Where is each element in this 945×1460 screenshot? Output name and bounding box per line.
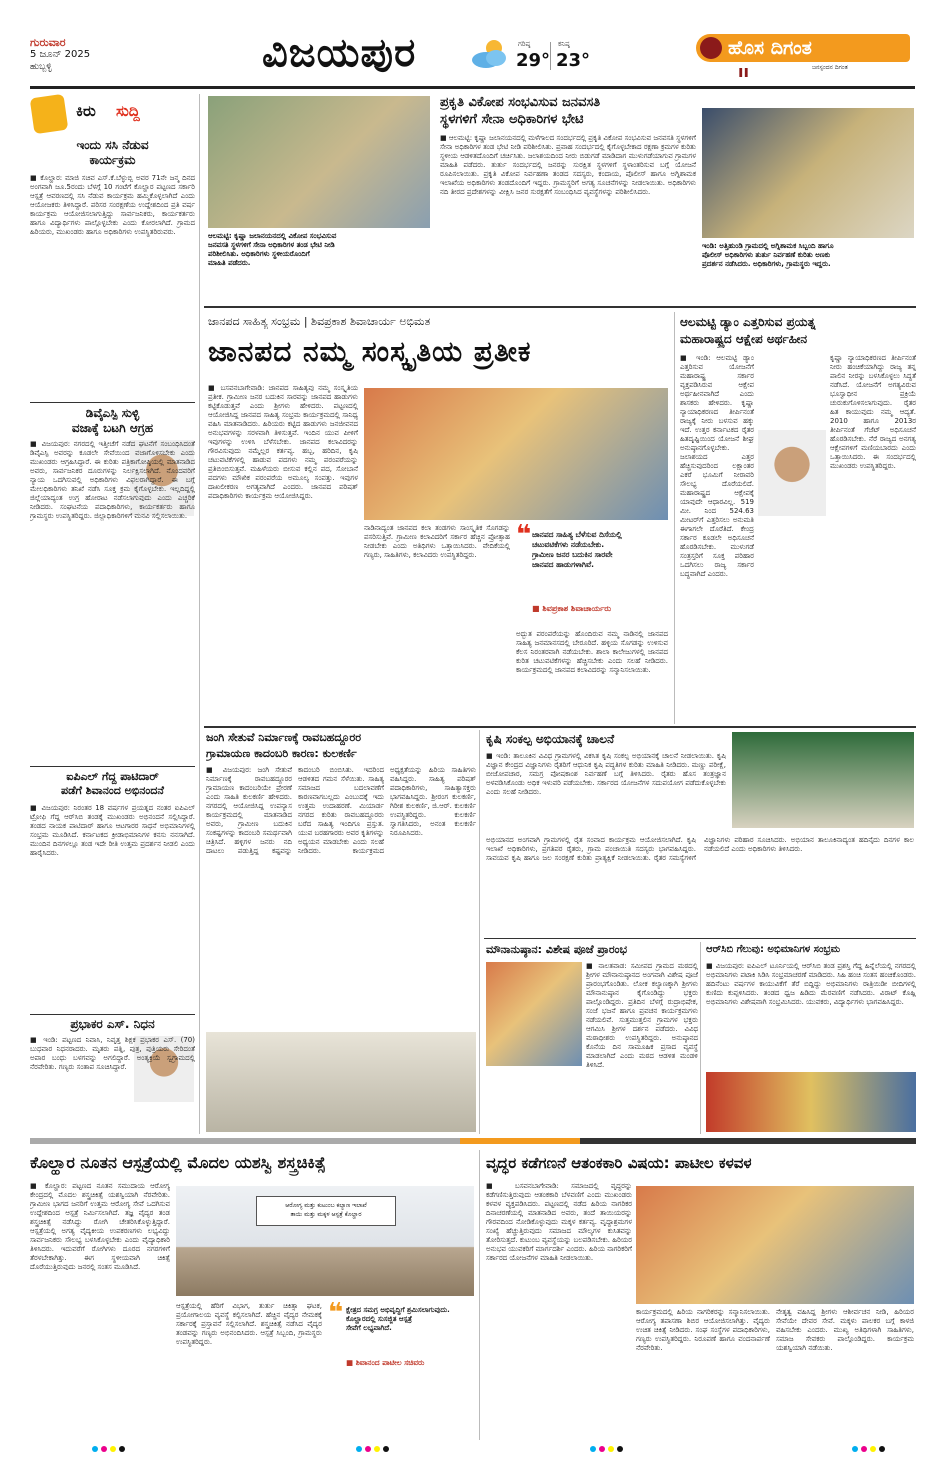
masthead-date: 5 ಜೂನ್ 2025: [30, 49, 91, 60]
min-temp: 23°: [556, 50, 591, 71]
janapada-headline: ಜಾನಪದ ನಮ್ಮ ಸಂಸ್ಕೃತಿಯ ಪ್ರತೀಕ: [208, 335, 532, 368]
army-caption-right: ಇಂಡಿ: ಅತ್ತಿಹುಂಡಿ ಗ್ರಾಮದಲ್ಲಿ ಅಗ್ನಿಶಾಮಕ ಸಿಬ್ಬಂದಿ ಹಾಗೂ ಪೊಲೀಸ್ ಅಧಿಕಾರಿಗಳು ತುರ್ತು ನಿರ್ವಹಣೆ ಕುರಿತು ಅಣಕು ಪ್ರದರ್ಶನ ನಡೆಸಿದರು. ಅಧಿಕಾರಿಗಳು, ಗ್ರಾಮಸ್ಥರು ಇದ್ದರು.: [702, 242, 834, 268]
brief-2-body: ■ ವಿಜಯಪುರ: ನಗರದಲ್ಲಿ ಇತ್ತೀಚೆಗೆ ನಡೆದ ಘಟನೆಗೆ ಸಂಬಂಧಿಸಿದಂತೆ ಡಿವೈಎಸ್ಪಿ ಅವರನ್ನು ಕೂಡಲೇ ಸೇವೆಯಿಂದ ವಜಾಗೊಳಿಸಬೇಕು ಎಂದು ಮುಖಂಡರು ಆಗ್ರಹಿಸಿದ್ದಾರೆ. ಈ ಕುರಿತು ಪತ್ರಿಕಾಗೋಷ್ಠಿಯಲ್ಲಿ ಮಾತನಾಡಿದ ಅವರು, ಸಾರ್ವಜನಿಕರ ದೂರುಗಳನ್ನು ನಿರ್ಲಕ್ಷಿಸಲಾಗಿದೆ. ನೊಂದವರಿಗೆ ನ್ಯಾಯ ಒದಗಿಸುವಲ್ಲಿ ಅಧಿಕಾರಿಗಳು ವಿಫಲರಾಗಿದ್ದಾರೆ. ಈ ಬಗ್ಗೆ ಮೇಲಧಿಕಾರಿಗಳು ತನಿಖೆ ನಡೆಸಿ ಸೂಕ್ತ ಕ್ರಮ ಕೈಗೊಳ್ಳಬೇಕು. ಇಲ್ಲದಿದ್ದಲ್ಲಿ ಜಿಲ್ಲೆಯಾದ್ಯಂತ ಉಗ್ರ ಹೋರಾಟ ನಡೆಸಲಾಗುವುದು ಎಂದು ಎಚ್ಚರಿಕೆ ನೀಡಿದರು. ಸಂಘಟನೆಯ ಪದಾಧಿಕಾರಿಗಳು, ಕಾರ್ಯಕರ್ತರು ಹಾಗೂ ಗ್ರಾಮಸ್ಥರು ಉಪಸ್ಥಿತರಿದ್ದರು. ಜಿಲ್ಲಾಧಿಕಾರಿಗಳಿಗೆ ಮನವಿ ಸಲ್ಲಿಸಲಾಯಿತು.: [30, 440, 195, 520]
army-caption-left: ಆಲಮಟ್ಟಿ: ಕೃಷ್ಣಾ ಜಲಾನಯನದಲ್ಲಿ ವಿಕೋಪ ಸಂಭವಿಸುವ ಜನವಸತಿ ಸ್ಥಳಗಳಿಗೆ ಸೇನಾ ಅಧಿಕಾರಿಗಳ ತಂಡ ಭೇಟಿ ನೀಡಿ ಪರಿಶೀಲಿಸಿತು. ಅಧಿಕಾರಿಗಳು ಸ್ಥಳೀಯರೊಂದಿಗೆ ಮಾಹಿತಿ ಪಡೆದರು.: [208, 232, 337, 267]
janapada-quote-box: [516, 520, 668, 636]
brand-tagline: ಜನಸ್ಪಂದನ ದಿಗಂತ: [812, 64, 848, 71]
masthead-title: ವಿಜಯಪುರ: [262, 30, 417, 76]
printer-dots-mid2: [590, 1446, 623, 1452]
almatti-headline: ಆಲಮಟ್ಟಿ ಡ್ಯಾಂ ಎತ್ತರಿಸುವ ಪ್ರಯತ್ನ ಮಹಾರಾಷ್ಟ್ರದ ಆಕ್ಷೇಪ ಅರ್ಥಹೀನ: [680, 315, 816, 346]
quote-mark-icon: ❝: [516, 520, 532, 550]
brief-4-title: ಪ್ರಭಾಕರ ಎಸ್. ನಿಧನ: [70, 1017, 155, 1031]
masthead-rule: [30, 86, 915, 89]
jangi-body: ■ ವಿಜಯಪುರ: ಜಂಗಿ ಸೇತುವೆ ನಿರ್ಮಾಣಕ್ಕೆ ರಾವಬಹದ್ದೂರರ ಗ್ರಾಮಾಯಣ ಕಾದಂಬರಿಯೇ ಪ್ರೇರಣೆ ಎಂದು ಸಾಹಿತಿ ಕುಲಕರ್ಣಿ ಹೇಳಿದರು. ನಗರದಲ್ಲಿ ಆಯೋಜಿಸಿದ್ದ ಉಪನ್ಯಾಸ ಕಾರ್ಯಕ್ರಮದಲ್ಲಿ ಮಾತನಾಡಿದ ಅವರು, ಗ್ರಾಮೀಣ ಬದುಕಿನ ಸಂಕಷ್ಟಗಳನ್ನು ಕಾದಂಬರಿ ಸಮರ್ಥವಾಗಿ ಚಿತ್ರಿಸಿದೆ. ಹಳ್ಳಿಗಳ ಜನರು ನದಿ ದಾಟಲು ಪಡುತ್ತಿದ್ದ ಕಷ್ಟವನ್ನು ಕಾದಂಬರಿ ಬಿಂಬಿಸಿತು. ಇದರಿಂದ ಆಡಳಿತದ ಗಮನ ಸೆಳೆಯಿತು. ಸಾಹಿತ್ಯ ಸಮಾಜದ ಬದಲಾವಣೆಗೆ ಕಾರಣವಾಗಬಲ್ಲದು ಎಂಬುದಕ್ಕೆ ಇದು ಉತ್ತಮ ಉದಾಹರಣೆ. ಮಿಯಾರ್ಡ ನಗರದ ಕುರಿತು ರಾವಬಹದ್ದೂರರು ಬರೆದ ಸಾಹಿತ್ಯ ಇಂದಿಗೂ ಪ್ರಸ್ತುತ. ಯುವ ಬರಹಗಾರರು ಅವರ ಕೃತಿಗಳನ್ನು ಅಧ್ಯಯನ ಮಾಡಬೇಕು ಎಂದು ಸಲಹೆ ನೀಡಿದರು. ಕಾರ್ಯಕ್ರಮದ ಅಧ್ಯಕ್ಷತೆಯನ್ನು ಹಿರಿಯ ಸಾಹಿತಿಗಳು ವಹಿಸಿದ್ದರು. ಸಾಹಿತ್ಯ ಪರಿಷತ್ ಪದಾಧಿಕಾರಿಗಳು, ಸಾಹಿತ್ಯಾಸಕ್ತರು ಭಾಗವಹಿಸಿದ್ದರು. ಶ್ರೀರಂಗ ಕುಲಕರ್ಣಿ, ಗಿರೀಶ ಕುಲಕರ್ಣಿ, ಜಿ.ಆರ್. ಕುಲಕರ್ಣಿ ಉಪಸ್ಥಿತರಿದ್ದರು. ಕುಲಕರ್ಣಿ ಸ್ವಾಗತಿಸಿದರು, ಅನಂತ ಕುಲಕರ್ಣಿ ನಿರೂಪಿಸಿದರು.: [206, 766, 476, 855]
vruddhara-headline: ವೃದ್ಧರ ಕಡೆಗಣನೆ ಆತಂಕಕಾರಿ ವಿಷಯ: ಪಾಟೀಲ ಕಳವಳ: [486, 1154, 752, 1172]
almatti-story: [678, 312, 916, 724]
max-temp-label: ಗರಿಷ್ಠ: [518, 40, 531, 48]
section-bar-grey: [30, 1138, 460, 1144]
kolhar-quote-author: ■ ಶಿವಾನಂದ ಪಾಟೀಲ ಸಚಿವರು: [346, 1358, 425, 1367]
brief-divider-2: [30, 766, 195, 767]
section-bar: [30, 1138, 916, 1144]
printer-dots-left: [92, 1446, 125, 1452]
vruddhara-body-c: ನೇತೃತ್ವ ವಹಿಸಿದ್ದ ಶ್ರೀಗಳು ಆಶೀರ್ವಚನ ನೀಡಿ, ಹಿರಿಯರ ಸೇವೆಯೇ ದೇವರ ಸೇವೆ. ಮಕ್ಕಳು ಪಾಲಕರ ಬಗ್ಗೆ ಕಾಳಜಿ ವಹಿಸಬೇಕು ಎಂದರು. ಮುಖ್ಯ ಅತಿಥಿಗಳಾಗಿ ಸಾಹಿತಿಗಳು, ಸಮಾಜ ಸೇವಕರು ಪಾಲ್ಗೊಂಡಿದ್ದರು. ಕಾರ್ಯಕ್ರಮ ಯಶಸ್ವಿಯಾಗಿ ನಡೆಯಿತು.: [776, 1308, 914, 1352]
cloud-sun-icon: [468, 36, 512, 72]
masthead-date-block: [30, 36, 170, 73]
hand-icon: [30, 94, 69, 134]
rule-under-army: [204, 306, 916, 308]
quote-mark-icon: ❝: [328, 1298, 344, 1328]
printer-dots-right: [852, 1446, 885, 1452]
janapada-quote-author: ■ ಶಿವಪ್ರಕಾಶ ಶಿವಾಚಾರ್ಯರು: [532, 604, 612, 613]
masthead-city: ಹುಬ್ಬಳ್ಳಿ: [30, 62, 52, 72]
almatti-body-a: ■ ಇಂಡಿ: ಆಲಮಟ್ಟಿ ಡ್ಯಾಂ ಎತ್ತರಿಸುವ ಯೋಜನೆಗೆ ಮಹಾರಾಷ್ಟ್ರ ಸರ್ಕಾರ ವ್ಯಕ್ತಪಡಿಸಿರುವ ಆಕ್ಷೇಪ ಅರ್ಥಹೀನವಾಗಿದೆ ಎಂದು ಶಾಸಕರು ಹೇಳಿದರು. ಕೃಷ್ಣಾ ನ್ಯಾಯಾಧಿಕರಣದ ತೀರ್ಪಿನಂತೆ ರಾಜ್ಯಕ್ಕೆ ನೀರು ಬಳಸುವ ಹಕ್ಕು ಇದೆ. ಉತ್ತರ ಕರ್ನಾಟಕದ ರೈತರ ಹಿತದೃಷ್ಟಿಯಿಂದ ಯೋಜನೆ ಶೀಘ್ರ ಅನುಷ್ಠಾನಗೊಳ್ಳಬೇಕು. ಜಲಾಶಯದ ಎತ್ತರ ಹೆಚ್ಚಿಸುವುದರಿಂದ ಲಕ್ಷಾಂತರ ಎಕರೆ ಭೂಮಿಗೆ ನೀರಾವರಿ ಸೌಲಭ್ಯ ದೊರೆಯಲಿದೆ. ಮಹಾರಾಷ್ಟ್ರದ ಆಕ್ಷೇಪಕ್ಕೆ ಯಾವುದೇ ಆಧಾರವಿಲ್ಲ. 519 ಮೀ. ನಿಂದ 524.63 ಮೀಟರ್‌ಗೆ ಎತ್ತರಿಸಲು ಅನುಮತಿ ಈಗಾಗಲೇ ದೊರೆತಿದೆ. ಕೇಂದ್ರ ಸರ್ಕಾರ ಕೂಡಲೇ ಅಧಿಸೂಚನೆ ಹೊರಡಿಸಬೇಕು. ಮುಳುಗಡೆ ಸಂತ್ರಸ್ತರಿಗೆ ಸೂಕ್ತ ಪರಿಹಾರ ಒದಗಿಸಲು ರಾಜ್ಯ ಸರ್ಕಾರ ಬದ್ಧವಾಗಿದೆ ಎಂದರು.: [680, 354, 754, 578]
almatti-portrait: [758, 430, 826, 516]
col-divider-janapada: [674, 312, 675, 724]
vruddhara-body-a: ■ ಬಸವನಬಾಗೇವಾಡಿ: ಸಮಾಜದಲ್ಲಿ ವೃದ್ಧರನ್ನು ಕಡೆಗಣಿಸುತ್ತಿರುವುದು ಆತಂಕಕಾರಿ ಬೆಳವಣಿಗೆ ಎಂದು ಮುಖಂಡರು ಕಳವಳ ವ್ಯಕ್ತಪಡಿಸಿದರು. ಪಟ್ಟಣದಲ್ಲಿ ನಡೆದ ಹಿರಿಯ ನಾಗರಿಕರ ದಿನಾಚರಣೆಯಲ್ಲಿ ಮಾತನಾಡಿದ ಅವರು, ತಂದೆ ತಾಯಿಯರನ್ನು ಗೌರವದಿಂದ ನೋಡಿಕೊಳ್ಳುವುದು ಮಕ್ಕಳ ಕರ್ತವ್ಯ. ವೃದ್ಧಾಶ್ರಮಗಳ ಸಂಖ್ಯೆ ಹೆಚ್ಚುತ್ತಿರುವುದು ಸಮಾಜದ ಮೌಲ್ಯಗಳ ಕುಸಿತವನ್ನು ತೋರಿಸುತ್ತದೆ. ಕುಟುಂಬ ವ್ಯವಸ್ಥೆಯನ್ನು ಬಲಪಡಿಸಬೇಕು. ಹಿರಿಯರ ಅನುಭವ ಯುವಕರಿಗೆ ಮಾರ್ಗದರ್ಶಿ ಎಂದರು. ಹಿರಿಯ ನಾಗರಿಕರಿಗೆ ಸರ್ಕಾರದ ಯೋಜನೆಗಳ ಮಾಹಿತಿ ನೀಡಲಾಯಿತು.: [486, 1182, 632, 1262]
brief-divider-3: [30, 1014, 195, 1015]
janapada-body-b: ನಾಡಿನಾದ್ಯಂತ ಜಾನಪದ ಕಲಾ ತಂಡಗಳು ಸಾಂಸ್ಕೃತಿಕ ಸೊಗಡನ್ನು ಪಸರಿಸುತ್ತಿವೆ. ಗ್ರಾಮೀಣ ಕಲಾವಿದರಿಗೆ ಸರ್ಕಾರ ಹೆಚ್ಚಿನ ಪ್ರೋತ್ಸಾಹ ನೀಡಬೇಕು ಎಂದು ಅತಿಥಿಗಳು ಒತ್ತಾಯಿಸಿದರು. ವೇದಿಕೆಯಲ್ಲಿ ಗಣ್ಯರು, ಸಾಹಿತಿಗಳು, ಕಲಾವಿದರು ಉಪಸ್ಥಿತರಿದ್ದರು.: [364, 524, 510, 559]
krushi-body-a: ■ ಇಂಡಿ: ತಾಲೂಕಿನ ವಿವಿಧ ಗ್ರಾಮಗಳಲ್ಲಿ ವಿಕಸಿತ ಕೃಷಿ ಸಂಕಲ್ಪ ಅಭಿಯಾನಕ್ಕೆ ಚಾಲನೆ ನೀಡಲಾಯಿತು. ಕೃಷಿ ವಿಜ್ಞಾನ ಕೇಂದ್ರದ ವಿಜ್ಞಾನಿಗಳು ರೈತರಿಗೆ ಆಧುನಿಕ ಕೃಷಿ ಪದ್ಧತಿಗಳ ಕುರಿತು ಮಾಹಿತಿ ನೀಡಿದರು. ಮಣ್ಣು ಪರೀಕ್ಷೆ, ಬೀಜೋಪಚಾರ, ಸಮಗ್ರ ಪೋಷಕಾಂಶ ನಿರ್ವಹಣೆ ಬಗ್ಗೆ ತಿಳಿಸಿದರು. ರೈತರು ಹೊಸ ತಂತ್ರಜ್ಞಾನ ಅಳವಡಿಸಿಕೊಂಡು ಅಧಿಕ ಇಳುವರಿ ಪಡೆಯಬೇಕು. ಸರ್ಕಾರದ ಯೋಜನೆಗಳ ಸದುಪಯೋಗ ಪಡೆದುಕೊಳ್ಳಬೇಕು ಎಂದು ಸಲಹೆ ನೀಡಿದರು.: [486, 752, 726, 796]
temp-divider: [550, 42, 551, 70]
kolhar-photo: [176, 1186, 474, 1296]
krushi-body-b: ಅಭಿಯಾನದ ಅಂಗವಾಗಿ ಗ್ರಾಮಗಳಲ್ಲಿ ರೈತ ಸಂವಾದ ಕಾರ್ಯಕ್ರಮ ಆಯೋಜಿಸಲಾಗಿದೆ. ಕೃಷಿ ಇಲಾಖೆ ಅಧಿಕಾರಿಗಳು, ಪ್ರಗತಿಪರ ರೈತರು, ಗ್ರಾಮ ಪಂಚಾಯಿತಿ ಸದಸ್ಯರು ಭಾಗವಹಿಸಿದ್ದರು. ಸಾವಯವ ಕೃಷಿ ಹಾಗೂ ಜಲ ಸಂರಕ್ಷಣೆ ಕುರಿತು ಪ್ರಾತ್ಯಕ್ಷಿಕೆ ನೀಡಲಾಯಿತು. ರೈತರ ಸಮಸ್ಯೆಗಳಿಗೆ ವಿಜ್ಞಾನಿಗಳು ಪರಿಹಾರ ಸೂಚಿಸಿದರು. ಅಭಿಯಾನ ತಾಲೂಕಿನಾದ್ಯಂತ ಹದಿನೈದು ದಿನಗಳ ಕಾಲ ನಡೆಯಲಿದೆ ಎಂದು ಅಧಿಕಾರಿಗಳು ತಿಳಿಸಿದರು.: [486, 836, 914, 862]
almatti-body-b: ಕೃಷ್ಣಾ ನ್ಯಾಯಾಧಿಕರಣದ ತೀರ್ಪಿನಂತೆ ನೀರು ಹಂಚಿಕೆಯಾಗಿದ್ದು ರಾಜ್ಯ ತನ್ನ ಪಾಲಿನ ನೀರನ್ನು ಬಳಸಿಕೊಳ್ಳಲು ಸಿದ್ಧತೆ ನಡೆಸಿದೆ. ಯೋಜನೆಗೆ ಅಗತ್ಯವಿರುವ ಭೂಸ್ವಾಧೀನ ಪ್ರಕ್ರಿಯೆ ಚುರುಕುಗೊಳಿಸಲಾಗುವುದು. ರೈತರ ಹಿತ ಕಾಯುವುದು ನಮ್ಮ ಆದ್ಯತೆ. 2010 ಹಾಗೂ 2013ರ ತೀರ್ಪಿನಂತೆ ಗೆಜೆಟ್ ಅಧಿಸೂಚನೆ ಹೊರಡಿಸಬೇಕು. ನೆರೆ ರಾಜ್ಯದ ಅನಗತ್ಯ ಆಕ್ಷೇಪಗಳಿಗೆ ಮಣಿಯಬಾರದು ಎಂದು ಒತ್ತಾಯಿಸಿದರು. ಈ ಸಂದರ್ಭದಲ್ಲಿ ಮುಖಂಡರು ಉಪಸ್ಥಿತರಿದ್ದರು.: [830, 354, 916, 470]
army-headline: ಪ್ರಕೃತಿ ವಿಕೋಪ ಸಂಭವಿಸುವ ಜನವಸತಿ ಸ್ಥಳಗಳಿಗೆ ಸೇನಾ ಅಧಿಕಾರಿಗಳ ಭೇಟಿ: [440, 95, 601, 127]
col-divider-left: [199, 94, 200, 1134]
rcb-headline: ಆರ್‌ಸಿಬಿ ಗೆಲುವು: ಅಭಿಮಾನಿಗಳ ಸಂಭ್ರಮ: [706, 944, 841, 955]
brief-3-body: ■ ವಿಜಯಪುರ: ನಿರಂತರ 18 ವರ್ಷಗಳ ಪ್ರಯತ್ನದ ನಂತರ ಐಪಿಎಲ್ ಟ್ರೋಫಿ ಗೆದ್ದ ಆರ್‌ಸಿಬಿ ತಂಡಕ್ಕೆ ಮುಖಂಡರು ಅಭಿನಂದನೆ ಸಲ್ಲಿಸಿದ್ದಾರೆ. ತಂಡದ ನಾಯಕ ಪಾಟಿದಾರ್ ಹಾಗೂ ಆಟಗಾರರ ಸಾಧನೆ ಅಭಿಮಾನಿಗಳಲ್ಲಿ ಸಂಭ್ರಮ ಮೂಡಿಸಿದೆ. ಕರ್ನಾಟಕದ ಕ್ರೀಡಾಭಿಮಾನಿಗಳ ಕನಸು ನನಸಾಗಿದೆ. ಮುಂದಿನ ದಿನಗಳಲ್ಲೂ ತಂಡ ಇದೇ ರೀತಿ ಉತ್ತಮ ಪ್ರದರ್ಶನ ನೀಡಲಿ ಎಂದು ಹಾರೈಸಿದರು.: [30, 804, 195, 857]
masthead-day: ಗುರುವಾರ: [30, 36, 66, 49]
brief-2-title: ಡಿವೈಎಸ್ಪಿ ಸುಳ್ಳಿ ವಜಾಕ್ಕೆ ಬಟಗಿ ಆಗ್ರಹ: [71, 406, 154, 435]
printer-dots-mid: [356, 1446, 389, 1452]
brand-emblem-icon: [700, 37, 722, 59]
kolhar-body-b: ಆಸ್ಪತ್ರೆಯಲ್ಲಿ ಹೆರಿಗೆ ವಿಭಾಗ, ತುರ್ತು ಚಿಕಿತ್ಸಾ ಘಟಕ, ಪ್ರಯೋಗಾಲಯ ವ್ಯವಸ್ಥೆ ಕಲ್ಪಿಸಲಾಗಿದೆ. ಹೆಚ್ಚಿನ ವೈದ್ಯರ ನೇಮಕಕ್ಕೆ ಸರ್ಕಾರಕ್ಕೆ ಪ್ರಸ್ತಾವನೆ ಸಲ್ಲಿಸಲಾಗಿದೆ. ಶಸ್ತ್ರಚಿಕಿತ್ಸೆ ನಡೆಸಿದ ವೈದ್ಯರ ತಂಡವನ್ನು ಗಣ್ಯರು ಅಭಿನಂದಿಸಿದರು. ಆಸ್ಪತ್ರೆ ಸಿಬ್ಬಂದಿ, ಗ್ರಾಮಸ್ಥರು ಉಪಸ್ಥಿತರಿದ್ದರು.: [176, 1302, 322, 1346]
kirusuddi-column: [30, 94, 197, 1134]
kirusuddi-tag: [32, 96, 182, 134]
brand-name: ಹೊಸ ದಿಗಂತ: [728, 37, 812, 59]
vruddhara-story: [484, 1150, 916, 1440]
rule-under-krushi: [484, 938, 916, 939]
janapada-photo: [364, 388, 668, 520]
section-bar-orange: [460, 1138, 580, 1144]
krushi-headline: ಕೃಷಿ ಸಂಕಲ್ಪ ಅಭಿಯಾನಕ್ಕೆ ಚಾಲನೆ: [486, 732, 615, 746]
kolhar-headline: ಕೊಲ್ಹಾರ ನೂತನ ಆಸ್ಪತ್ರೆಯಲ್ಲಿ ಮೊದಲ ಯಶಸ್ವಿ ಶಸ್ತ್ರಚಿಕಿತ್ಸೆ: [30, 1153, 326, 1172]
rcb-story: [704, 942, 916, 1134]
brief-divider-1: [30, 402, 195, 403]
brand-logo: [696, 34, 910, 62]
rcb-body: ■ ವಿಜಯಪುರ: ಐಪಿಎಲ್ ಟೂರ್ನಿಯಲ್ಲಿ ಆರ್‌ಸಿಬಿ ತಂಡ ಪ್ರಶಸ್ತಿ ಗೆದ್ದ ಹಿನ್ನೆಲೆಯಲ್ಲಿ ನಗರದಲ್ಲಿ ಅಭಿಮಾನಿಗಳು ಪಟಾಕಿ ಸಿಡಿಸಿ ಸಂಭ್ರಮಾಚರಣೆ ಮಾಡಿದರು. ಸಿಹಿ ಹಂಚಿ ಸಂತಸ ಹಂಚಿಕೊಂಡರು. ಹದಿನೆಂಟು ವರ್ಷಗಳ ಕಾಯುವಿಕೆಗೆ ತೆರೆ ಬಿದ್ದಿದ್ದು ಅಭಿಮಾನಿಗಳು ರಾತ್ರಿಯಿಡೀ ಬೀದಿಗಳಲ್ಲಿ ಕುಣಿದು ಕುಪ್ಪಳಿಸಿದರು. ತಂಡದ ಧ್ವಜ ಹಿಡಿದು ಮೆರವಣಿಗೆ ನಡೆಸಿದರು. ವಿರಾಟ್ ಕೊಹ್ಲಿ ಅಭಿಮಾನಿಗಳು ವಿಶೇಷವಾಗಿ ಸಂಭ್ರಮಿಸಿದರು. ಯುವಕರು, ವಿದ್ಯಾರ್ಥಿಗಳು ಭಾಗವಹಿಸಿದ್ದರು.: [706, 962, 916, 1006]
kolhar-quote: ಕ್ಷೇತ್ರದ ಸಮಗ್ರ ಅಭಿವೃದ್ಧಿಗೆ ಶ್ರಮಿಸಲಾಗುವುದು. ಕೊಲ್ಹಾರದಲ್ಲಿ ಸುಸಜ್ಜಿತ ಆಸ್ಪತ್ರೆ ಸೇವೆಗೆ ಲಭ್ಯವಾಗಿದೆ.: [346, 1306, 450, 1332]
army-body: ■ ಆಲಮಟ್ಟಿ: ಕೃಷ್ಣಾ ಜಲಾನಯನದಲ್ಲಿ ಮಳೆಗಾಲದ ಸಂದರ್ಭದಲ್ಲಿ ಪ್ರಕೃತಿ ವಿಕೋಪ ಸಂಭವಿಸುವ ಜನವಸತಿ ಸ್ಥಳಗಳಿಗೆ ಸೇನಾ ಅಧಿಕಾರಿಗಳ ತಂಡ ಭೇಟಿ ನೀಡಿ ಪರಿಶೀಲಿಸಿತು. ಪ್ರವಾಹ ಸಂದರ್ಭದಲ್ಲಿ ಕೈಗೊಳ್ಳಬೇಕಾದ ರಕ್ಷಣಾ ಕ್ರಮಗಳ ಕುರಿತು ಸ್ಥಳೀಯ ಆಡಳಿತದೊಂದಿಗೆ ಚರ್ಚಿಸಿತು. ಜಲಾಶಯದಿಂದ ನೀರು ಬಿಡುಗಡೆ ಮಾಡಿದಾಗ ಮುಳುಗಡೆಯಾಗುವ ಗ್ರಾಮಗಳ ಮಾಹಿತಿ ಪಡೆದರು. ತುರ್ತು ಸಂದರ್ಭದಲ್ಲಿ ಜನರನ್ನು ಸುರಕ್ಷಿತ ಸ್ಥಳಗಳಿಗೆ ಸ್ಥಳಾಂತರಿಸುವ ಬಗ್ಗೆ ಯೋಜನೆ ರೂಪಿಸಲಾಯಿತು. ಪ್ರಕೃತಿ ವಿಕೋಪ ನಿರ್ವಹಣಾ ತಂಡದ ಸದಸ್ಯರು, ಕಂದಾಯ, ಪೊಲೀಸ್ ಹಾಗೂ ಅಗ್ನಿಶಾಮಕ ಇಲಾಖೆಯ ಅಧಿಕಾರಿಗಳು ತಂಡದೊಂದಿಗೆ ಇದ್ದರು. ಗ್ರಾಮಸ್ಥರಿಗೆ ಅಗತ್ಯ ಸೂಚನೆಗಳನ್ನು ನೀಡಲಾಯಿತು. ಅಧಿಕಾರಿಗಳು ನದಿ ತೀರದ ಪ್ರದೇಶಗಳನ್ನು ವೀಕ್ಷಿಸಿ ಜನರ ಸುರಕ್ಷತೆಗೆ ಸಂಬಂಧಿಸಿದ ವ್ಯವಸ್ಥೆಗಳನ್ನು ಪರಿಶೀಲಿಸಿದರು.: [440, 134, 696, 196]
min-temp-label: ಕನಿಷ್ಠ: [558, 40, 570, 48]
army-photo-right: [702, 108, 914, 238]
janapada-body-c: ಅದ್ಭುತ ಪರಂಪರೆಯನ್ನು ಹೊಂದಿರುವ ನಮ್ಮ ನಾಡಿನಲ್ಲಿ ಜಾನಪದ ಸಾಹಿತ್ಯ ಜನಮಾನಸದಲ್ಲಿ ಬೇರೂರಿದೆ. ಹಳ್ಳಿಯ ಸೊಗಡನ್ನು ಉಳಿಸುವ ಕೆಲಸ ನಿರಂತರವಾಗಿ ನಡೆಯಬೇಕು. ಶಾಲಾ ಕಾಲೇಜುಗಳಲ್ಲಿ ಜಾನಪದ ಕುರಿತ ಚಟುವಟಿಕೆಗಳನ್ನು ಹೆಚ್ಚಿಸಬೇಕು ಎಂದು ಸಲಹೆ ನೀಡಿದರು. ಕಾರ್ಯಕ್ರಮದಲ್ಲಿ ಜಾನಪದ ಕಲಾವಿದರನ್ನು ಸನ್ಮಾನಿಸಲಾಯಿತು.: [516, 630, 668, 674]
brief-1-body: ■ ಕೊಲ್ಹಾರ: ಮಾಜಿ ಸಚಿವ ಎಸ್.ಕೆ.ಬೆಳ್ಳುಬ್ಬಿ ಅವರ 71ನೇ ಜನ್ಮ ದಿನದ ಅಂಗವಾಗಿ ಜೂ.5ರಂದು ಬೆಳಗ್ಗೆ 10 ಗಂಟೆಗೆ ಕೊಲ್ಹಾರ ಪಟ್ಟಣದ ಸರ್ಕಾರಿ ಆಸ್ಪತ್ರೆ ಆವರಣದಲ್ಲಿ ಸಸಿ ನೆಡುವ ಕಾರ್ಯಕ್ರಮ ಹಮ್ಮಿಕೊಳ್ಳಲಾಗಿದೆ ಎಂದು ಆಯೋಜಕರು ತಿಳಿಸಿದ್ದಾರೆ. ಪರಿಸರ ಸಂರಕ್ಷಣೆಯ ಉದ್ದೇಶದಿಂದ ಪ್ರತಿ ವರ್ಷ ಕಾರ್ಯಕ್ರಮ ಆಯೋಜಿಸಲಾಗುತ್ತಿದ್ದು ಸಾರ್ವಜನಿಕರು, ಕಾರ್ಯಕರ್ತರು ಹಾಗೂ ವಿದ್ಯಾರ್ಥಿಗಳು ಪಾಲ್ಗೊಳ್ಳಬೇಕು ಎಂದು ಕೋರಲಾಗಿದೆ. ಗ್ರಾಮದ ಹಿರಿಯರು, ಮುಖಂಡರು ಹಾಗೂ ಅಧಿಕಾರಿಗಳು ಉಪಸ್ಥಿತರಿರುವರು.: [30, 174, 195, 236]
janapada-body-a: ■ ಬಸವನಬಾಗೇವಾಡಿ: ಜಾನಪದ ಸಾಹಿತ್ಯವು ನಮ್ಮ ಸಂಸ್ಕೃತಿಯ ಪ್ರತೀಕ. ಗ್ರಾಮೀಣ ಜನರ ಬದುಕಿನ ಸಾರವನ್ನು ಜಾನಪದ ಹಾಡುಗಳು ಕಟ್ಟಿಕೊಡುತ್ತವೆ ಎಂದು ಶ್ರೀಗಳು ಹೇಳಿದರು. ಪಟ್ಟಣದಲ್ಲಿ ಆಯೋಜಿಸಿದ್ದ ಜಾನಪದ ಸಾಹಿತ್ಯ ಸಂಭ್ರಮ ಕಾರ್ಯಕ್ರಮದಲ್ಲಿ ಸಾನಿಧ್ಯ ವಹಿಸಿ ಮಾತನಾಡಿದರು. ಹಿರಿಯರು ಕಟ್ಟಿದ ಹಾಡುಗಳು ಜನಜೀವನದ ಅನುಭವಗಳನ್ನು ಸರಳವಾಗಿ ತಿಳಿಸುತ್ತವೆ. ಇಂದಿನ ಯುವ ಪೀಳಿಗೆ ಇವುಗಳನ್ನು ಉಳಿಸಿ ಬೆಳೆಸಬೇಕು. ಜಾನಪದ ಕಲಾವಿದರನ್ನು ಗೌರವಿಸುವುದು ನಮ್ಮೆಲ್ಲರ ಕರ್ತವ್ಯ. ಹಬ್ಬ, ಹರಿದಿನ, ಕೃಷಿ ಚಟುವಟಿಕೆಗಳಲ್ಲಿ ಹಾಡುವ ಪದಗಳು ನಮ್ಮ ಪರಂಪರೆಯನ್ನು ಪ್ರತಿಬಿಂಬಿಸುತ್ತವೆ. ಮಹಿಳೆಯರು ಬೀಸುವ ಕಲ್ಲಿನ ಪದ, ಸೋಬಾನೆ ಪದಗಳು ಮೌಖಿಕ ಪರಂಪರೆಯ ಅಮೂಲ್ಯ ಸಂಪತ್ತು. ಇವುಗಳ ದಾಖಲೀಕರಣ ಅಗತ್ಯವಾಗಿದೆ ಎಂದರು. ಜಾನಪದ ಪರಿಷತ್ ಪದಾಧಿಕಾರಿಗಳು ಕಾರ್ಯಕ್ರಮ ಆಯೋಜಿಸಿದ್ದರು.: [208, 384, 358, 500]
col-divider-bottom: [479, 1150, 480, 1440]
army-photo-left: [208, 96, 430, 228]
krushi-story: [484, 730, 916, 936]
col-divider-mouna: [700, 942, 701, 1134]
army-story: [204, 94, 916, 304]
masthead: [0, 0, 945, 88]
mouna-headline: ಮೌನಾನುಷ್ಠಾನ: ವಿಶೇಷ ಪೂಜೆ ಪ್ರಾರಂಭ: [486, 943, 628, 956]
brief-1-title: ಇಂದು ಸಸಿ ನೆಡುವ ಕಾರ್ಯಕ್ರಮ: [76, 138, 149, 167]
mouna-body: ■ ನಾಲತವಾಡ: ಸಮೀಪದ ಗ್ರಾಮದ ಮಠದಲ್ಲಿ ಶ್ರೀಗಳ ಮೌನಾನುಷ್ಠಾನದ ಅಂಗವಾಗಿ ವಿಶೇಷ ಪೂಜೆ ಪ್ರಾರಂಭಗೊಂಡಿತು. ಲೋಕ ಕಲ್ಯಾಣಕ್ಕಾಗಿ ಶ್ರೀಗಳು ಮೌನಾನುಷ್ಠಾನ ಕೈಗೊಂಡಿದ್ದು ಭಕ್ತರು ಪಾಲ್ಗೊಂಡಿದ್ದರು. ಪ್ರತಿದಿನ ಬೆಳಗ್ಗೆ ರುದ್ರಾಭಿಷೇಕ, ಸಂಜೆ ಭಜನೆ ಹಾಗೂ ಪ್ರವಚನ ಕಾರ್ಯಕ್ರಮಗಳು ನಡೆಯಲಿವೆ. ಸುತ್ತಮುತ್ತಲಿನ ಗ್ರಾಮಗಳ ಭಕ್ತರು ಆಗಮಿಸಿ ಶ್ರೀಗಳ ದರ್ಶನ ಪಡೆದರು. ವಿವಿಧ ಮಠಾಧೀಶರು ಉಪಸ್ಥಿತರಿದ್ದರು. ಅನುಷ್ಠಾನದ ಕೊನೆಯ ದಿನ ಸಾಮೂಹಿಕ ಪ್ರಸಾದ ವ್ಯವಸ್ಥೆ ಮಾಡಲಾಗಿದೆ ಎಂದು ಮಠದ ಆಡಳಿತ ಮಂಡಳಿ ತಿಳಿಸಿದೆ.: [586, 962, 698, 1069]
mouna-story: [484, 942, 698, 1134]
jangi-photo: [206, 1032, 476, 1132]
brief-3-title: ಐಪಿಎಲ್ ಗೆದ್ದ ಪಾಟಿದಾರ್ ಪಡೆಗೆ ಶಿವಾನಂದ ಅಭಿನಂದನೆ: [61, 770, 164, 797]
brand-swirl: ıı: [738, 62, 749, 81]
col-divider-jangi: [479, 730, 480, 1134]
rule-under-janapada: [204, 726, 916, 728]
rcb-photo: [706, 1072, 916, 1132]
max-temp: 29°: [516, 50, 551, 71]
vruddhara-photo: [636, 1186, 914, 1304]
krushi-photo: [732, 732, 914, 828]
kolhar-story: [30, 1150, 476, 1440]
janapada-story: [204, 312, 672, 724]
janapada-kicker: ಜಾನಪದ ಸಾಹಿತ್ಯ ಸಂಭ್ರಮ | ಶಿವಪ್ರಕಾಶ ಶಿವಾಚಾರ್ಯ ಅಭಿಮತ: [208, 315, 431, 328]
brief-4-body: ■ ಇಂಡಿ: ಪಟ್ಟಣದ ನಿವಾಸಿ, ನಿವೃತ್ತ ಶಿಕ್ಷಕ ಪ್ರಭಾಕರ ಎಸ್. (70) ಬುಧವಾರ ನಿಧನರಾದರು. ಮೃತರು ಪತ್ನಿ, ಪುತ್ರ, ಪುತ್ರಿಯರು ಸೇರಿದಂತೆ ಅಪಾರ ಬಂಧು ಬಳಗವನ್ನು ಅಗಲಿದ್ದಾರೆ. ಅಂತ್ಯಕ್ರಿಯೆ ಸ್ವಗ್ರಾಮದಲ್ಲಿ ನೆರವೇರಿತು. ಗಣ್ಯರು ಸಂತಾಪ ಸೂಚಿಸಿದ್ದಾರೆ.: [30, 1036, 195, 1071]
kolhar-hospital-sign: ಆರೋಗ್ಯ ಮತ್ತು ಕುಟುಂಬ ಕಲ್ಯಾಣ ಇಲಾಖೆ ತಾಯಿ ಮತ್ತು ಮಕ್ಕಳ ಆಸ್ಪತ್ರೆ ಕೊಲ್ಹಾರ: [256, 1196, 396, 1226]
mouna-photo: [486, 962, 582, 1066]
section-bar-black: [580, 1138, 916, 1144]
kolhar-quote-box: [328, 1298, 476, 1382]
janapada-quote: ಜಾನಪದ ಸಾಹಿತ್ಯ ಬೆಳೆಸುವ ದಿಸೆಯಲ್ಲಿ ಚಟುವಟಿಕೆಗಳು ನಡೆಯಬೇಕು. ಗ್ರಾಮೀಣ ಜನರ ಬದುಕಿನ ಸಾರವೇ ಜಾನಪದ ಹಾಡುಗಳಾಗಿವೆ.: [532, 530, 622, 569]
kirusuddi-tag-b: ಸುದ್ದಿ: [116, 102, 140, 120]
vruddhara-body-b: ಕಾರ್ಯಕ್ರಮದಲ್ಲಿ ಹಿರಿಯ ನಾಗರಿಕರನ್ನು ಸನ್ಮಾನಿಸಲಾಯಿತು. ಆರೋಗ್ಯ ತಪಾಸಣಾ ಶಿಬಿರ ಆಯೋಜಿಸಲಾಗಿತ್ತು. ವೈದ್ಯರು ಉಚಿತ ಚಿಕಿತ್ಸೆ ನೀಡಿದರು. ಸಂಘ ಸಂಸ್ಥೆಗಳ ಪದಾಧಿಕಾರಿಗಳು, ಗಣ್ಯರು ಉಪಸ್ಥಿತರಿದ್ದರು. ನಿರೂಪಣೆ ಹಾಗೂ ವಂದನಾರ್ಪಣೆ ನೆರವೇರಿತು.: [636, 1308, 770, 1352]
kolhar-body-a: ■ ಕೊಲ್ಹಾರ: ಪಟ್ಟಣದ ನೂತನ ಸಮುದಾಯ ಆರೋಗ್ಯ ಕೇಂದ್ರದಲ್ಲಿ ಮೊದಲ ಶಸ್ತ್ರಚಿಕಿತ್ಸೆ ಯಶಸ್ವಿಯಾಗಿ ನೆರವೇರಿತು. ಗ್ರಾಮೀಣ ಭಾಗದ ಜನರಿಗೆ ಉತ್ತಮ ಆರೋಗ್ಯ ಸೇವೆ ಒದಗಿಸುವ ಉದ್ದೇಶದಿಂದ ಆಸ್ಪತ್ರೆ ನಿರ್ಮಿಸಲಾಗಿದೆ. ತಜ್ಞ ವೈದ್ಯರ ತಂಡ ಶಸ್ತ್ರಚಿಕಿತ್ಸೆ ನಡೆಸಿದ್ದು ರೋಗಿ ಚೇತರಿಸಿಕೊಳ್ಳುತ್ತಿದ್ದಾರೆ. ಆಸ್ಪತ್ರೆಯಲ್ಲಿ ಅಗತ್ಯ ವೈದ್ಯಕೀಯ ಉಪಕರಣಗಳು ಲಭ್ಯವಿದ್ದು ಸಾರ್ವಜನಿಕರು ಸೌಲಭ್ಯ ಬಳಸಿಕೊಳ್ಳಬೇಕು ಎಂದು ವೈದ್ಯಾಧಿಕಾರಿ ತಿಳಿಸಿದರು. ಇದುವರೆಗೆ ರೋಗಿಗಳು ದೂರದ ನಗರಗಳಿಗೆ ತೆರಳಬೇಕಾಗಿತ್ತು. ಈಗ ಸ್ಥಳೀಯವಾಗಿ ಚಿಕಿತ್ಸೆ ದೊರೆಯುತ್ತಿರುವುದು ಜನರಲ್ಲಿ ಸಂತಸ ಮೂಡಿಸಿದೆ.: [30, 1182, 170, 1271]
jangi-headline: ಜಂಗಿ ಸೇತುವೆ ನಿರ್ಮಾಣಕ್ಕೆ ರಾವಬಹದ್ದೂರರ ಗ್ರಾಮಾಯಣ ಕಾದಂಬರಿ ಕಾರಣ: ಕುಲಕರ್ಣಿ: [206, 731, 362, 760]
kirusuddi-tag-a: ಕಿರು: [76, 102, 96, 120]
jangi-story: [204, 730, 476, 1134]
